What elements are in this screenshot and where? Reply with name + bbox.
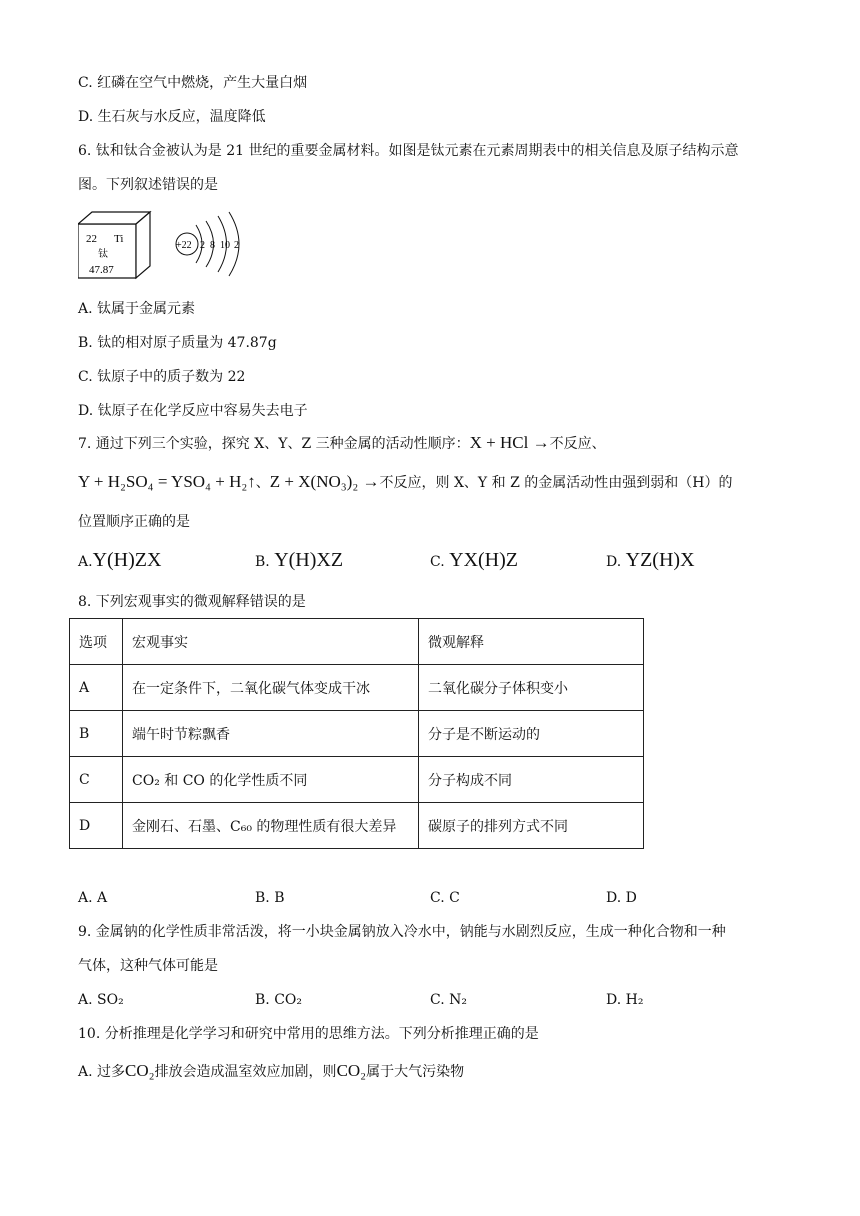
atomic-mass: 47.87	[89, 264, 114, 276]
q7-option-a	[78, 550, 161, 572]
q6-option-c: C. 钛原子中的质子数为 22	[78, 369, 246, 385]
q7-option-c	[430, 550, 518, 572]
table-cell: 在一定条件下，二氧化碳气体变成干冰	[123, 665, 419, 711]
table-cell: B	[70, 711, 123, 757]
q7-option-c-value: YX(H)Z	[449, 549, 518, 571]
table-header-cell: 宏观事实	[123, 619, 419, 665]
q7-stem-a: 7. 通过下列三个实验，探究 X、Y、Z 三种金属的活动性顺序：	[78, 436, 470, 452]
table-cell: C	[70, 757, 123, 803]
q7-stem-line2	[78, 472, 732, 493]
q7-stem-b: 不反应、	[549, 436, 606, 452]
q9-option-c: C. N₂	[430, 992, 467, 1008]
table-cell: 碳原子的排列方式不同	[419, 803, 644, 849]
q7-eq3: Z + X(NO₃)₂ →	[269, 472, 380, 491]
table-row	[70, 711, 644, 757]
q10-a-co2-1: CO₂	[125, 1061, 155, 1080]
q9-option-d: D. H₂	[606, 992, 644, 1008]
table-cell: A	[70, 665, 123, 711]
q8-stem: 8. 下列宏观事实的微观解释错误的是	[78, 594, 306, 610]
table-cell: 二氧化碳分子体积变小	[419, 665, 644, 711]
q7-stem-line3: 位置顺序正确的是	[78, 514, 190, 530]
q6-option-a: A. 钛属于金属元素	[78, 301, 196, 317]
q9-stem-line1: 9. 金属钠的化学性质非常活泼，将一小块金属钠放入冷水中，钠能与水剧烈反应，生成一种化合物和一种	[78, 924, 726, 940]
q8-option-c: C. C	[430, 890, 460, 906]
table-cell: 端午时节粽飘香	[123, 711, 419, 757]
q10-a-part1: A. 过多	[78, 1064, 126, 1080]
q9-stem-line2: 气体，这种气体可能是	[78, 958, 218, 974]
q7-option-d-label: D.	[606, 554, 622, 570]
titanium-figure	[78, 208, 258, 288]
q7-stem-line1	[78, 433, 606, 454]
table-cell: 分子是不断运动的	[419, 711, 644, 757]
q10-stem: 10. 分析推理是化学学习和研究中常用的思维方法。下列分析推理正确的是	[78, 1026, 539, 1042]
table-cell: CO₂ 和 CO 的化学性质不同	[123, 757, 419, 803]
q7-option-a-value: Y(H)ZX	[92, 549, 162, 571]
shell-2-count: 8	[210, 240, 215, 251]
q10-option-a	[78, 1061, 464, 1082]
q7-sep: 、	[255, 475, 270, 491]
q7-option-b-value: Y(H)XZ	[274, 549, 344, 571]
q6-stem-line2: 图。下列叙述错误的是	[78, 177, 218, 193]
nucleus-charge: +22	[176, 240, 192, 251]
q5-option-c: C. 红磷在空气中燃烧，产生大量白烟	[78, 75, 308, 91]
shell-3-count: 10	[220, 240, 230, 251]
q7-stem-c: 不反应，则 X、Y 和 Z 的金属活动性由强到弱和（H）的	[379, 475, 733, 491]
titanium-diagram	[78, 208, 258, 284]
q8-table	[69, 618, 644, 849]
table-cell: 金刚石、石墨、C₆₀ 的物理性质有很大差异	[123, 803, 419, 849]
q7-option-c-label: C.	[430, 554, 445, 570]
q9-option-a: A. SO₂	[78, 992, 124, 1008]
q7-option-d-value: YZ(H)X	[625, 549, 695, 571]
q5-option-d: D. 生石灰与水反应，温度降低	[78, 109, 266, 125]
cube-side	[136, 212, 150, 278]
table-cell: D	[70, 803, 123, 849]
q9-option-b: B. CO₂	[255, 992, 302, 1008]
table-header-row	[70, 619, 644, 665]
q7-option-a-label: A.	[78, 554, 93, 570]
element-name: 钛	[98, 249, 108, 260]
q8-option-d: D. D	[606, 890, 637, 906]
table-row	[70, 665, 644, 711]
shell-4-count: 2	[234, 240, 239, 251]
table-row	[70, 757, 644, 803]
q10-a-part3: 属于大气污染物	[366, 1064, 465, 1080]
q8-option-a: A. A	[78, 890, 108, 906]
q10-a-part2: 排放会造成温室效应加剧，则	[154, 1064, 337, 1080]
q7-option-b-label: B.	[255, 554, 270, 570]
q7-option-d	[606, 550, 695, 572]
q7-option-b	[255, 550, 343, 572]
shell-1-count: 2	[200, 240, 205, 251]
element-symbol: Ti	[114, 233, 124, 245]
q6-option-b: B. 钛的相对原子质量为 47.87g	[78, 335, 277, 351]
q6-option-d: D. 钛原子在化学反应中容易失去电子	[78, 403, 308, 419]
table-row	[70, 803, 644, 849]
q7-eq1: X + HCl →	[469, 433, 550, 452]
q8-option-b: B. B	[255, 890, 285, 906]
q7-eq2: Y + H₂SO₄ = YSO₄ + H₂↑	[78, 472, 256, 491]
q10-a-co2-2: CO₂	[336, 1061, 367, 1080]
table-header-cell: 微观解释	[419, 619, 644, 665]
atomic-number: 22	[86, 233, 97, 245]
table-cell: 分子构成不同	[419, 757, 644, 803]
table-header-cell: 选项	[70, 619, 123, 665]
q6-stem-line1: 6. 钛和钛合金被认为是 21 世纪的重要金属材料。如图是钛元素在元素周期表中的相关信息及原子结构示意	[78, 143, 739, 159]
